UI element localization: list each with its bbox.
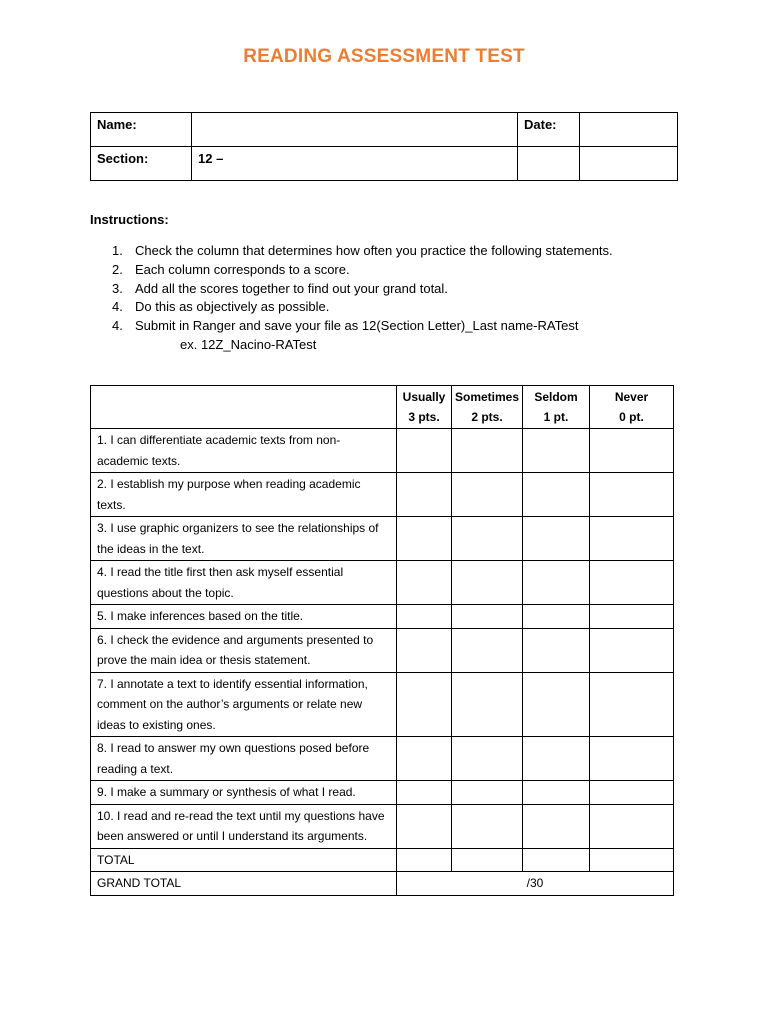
table-row: [91, 561, 674, 605]
table-row: [91, 781, 674, 805]
header-row: [91, 386, 674, 429]
table-row: [91, 605, 674, 629]
column-label: Usually: [402, 390, 446, 404]
table-row: [91, 628, 674, 672]
answer-cell[interactable]: [523, 781, 590, 805]
answer-cell[interactable]: [397, 781, 452, 805]
statement-cell: 8. I read to answer my own questions posed before reading a text.: [91, 737, 397, 781]
instruction-item: [112, 298, 613, 317]
answer-cell[interactable]: [452, 628, 523, 672]
section-label: Section:: [91, 147, 192, 181]
column-header-usually: [397, 386, 452, 429]
instruction-number: 1.: [112, 243, 123, 258]
answer-cell[interactable]: [397, 804, 452, 848]
statement-cell: 4. I read the title first then ask myself essential questions about the topic.: [91, 561, 397, 605]
answer-cell[interactable]: [397, 605, 452, 629]
answer-cell[interactable]: [590, 517, 674, 561]
instruction-number: 4.: [112, 318, 123, 334]
answer-cell[interactable]: [590, 473, 674, 517]
answer-cell[interactable]: [590, 605, 674, 629]
column-header-sometimes: [452, 386, 523, 429]
answer-cell[interactable]: [452, 517, 523, 561]
answer-cell[interactable]: [452, 737, 523, 781]
answer-cell[interactable]: [523, 517, 590, 561]
answer-cell[interactable]: [590, 804, 674, 848]
answer-cell[interactable]: [523, 628, 590, 672]
answer-cell[interactable]: [523, 473, 590, 517]
file-name-example: ex. 12Z_Nacino-RATest: [180, 336, 317, 352]
answer-cell[interactable]: [452, 605, 523, 629]
column-label: Sometimes: [454, 390, 520, 404]
answer-cell[interactable]: [523, 561, 590, 605]
grand-total-label: GRAND TOTAL: [91, 872, 397, 896]
statement-cell: 2. I establish my purpose when reading academic texts.: [91, 473, 397, 517]
instruction-number: 4.: [112, 299, 123, 315]
column-points: 1 pt.: [543, 410, 569, 424]
total-cell[interactable]: [523, 848, 590, 872]
instruction-item: [112, 280, 613, 299]
statement-cell: 6. I check the evidence and arguments presented to prove the main idea or thesis statement.: [91, 628, 397, 672]
instruction-text: Check the column that determines how often you practice the following statements.: [135, 243, 613, 258]
assessment-table: [90, 385, 674, 896]
empty-cell: [518, 147, 580, 181]
table-row: [91, 429, 674, 473]
answer-cell[interactable]: [590, 672, 674, 737]
name-field[interactable]: [192, 113, 518, 147]
total-cell[interactable]: [590, 848, 674, 872]
statement-cell: 10. I read and re-read the text until my questions have been answered or until I understand its arguments.: [91, 804, 397, 848]
table-row: [91, 737, 674, 781]
answer-cell[interactable]: [452, 429, 523, 473]
answer-cell[interactable]: [590, 429, 674, 473]
student-info-table: [90, 112, 678, 181]
column-points: 0 pt.: [619, 410, 644, 424]
statement-header: [91, 386, 397, 429]
instructions-list: [112, 242, 613, 355]
instruction-text: Each column corresponds to a score.: [135, 261, 350, 277]
table-row: [91, 517, 674, 561]
grand-total-field[interactable]: /30: [397, 872, 674, 896]
statement-cell: 1. I can differentiate academic texts from non-academic texts.: [91, 429, 397, 473]
answer-cell[interactable]: [397, 672, 452, 737]
date-label: Date:: [518, 113, 580, 147]
answer-cell[interactable]: [397, 429, 452, 473]
answer-cell[interactable]: [397, 517, 452, 561]
instruction-number: 3.: [112, 280, 123, 296]
instruction-item: [112, 261, 613, 280]
answer-cell[interactable]: [523, 429, 590, 473]
date-field[interactable]: [580, 113, 678, 147]
answer-cell[interactable]: [452, 473, 523, 517]
table-row: [91, 672, 674, 737]
instruction-text: Do this as objectively as possible.: [135, 299, 330, 315]
answer-cell[interactable]: [590, 561, 674, 605]
answer-cell[interactable]: [452, 561, 523, 605]
answer-cell[interactable]: [590, 628, 674, 672]
statement-cell: 3. I use graphic organizers to see the relationships of the ideas in the text.: [91, 517, 397, 561]
column-header-never: [590, 386, 674, 429]
instruction-item: [112, 242, 613, 261]
answer-cell[interactable]: [590, 781, 674, 805]
table-row: [91, 804, 674, 848]
column-label: Seldom: [534, 390, 578, 404]
page-title: READING ASSESSMENT TEST: [243, 46, 525, 67]
total-label: TOTAL: [91, 848, 397, 872]
answer-cell[interactable]: [523, 672, 590, 737]
instruction-item: [112, 317, 613, 336]
answer-cell[interactable]: [397, 737, 452, 781]
grand-total-row: [91, 872, 674, 896]
answer-cell[interactable]: [523, 737, 590, 781]
answer-cell[interactable]: [590, 737, 674, 781]
instruction-text: Submit in Ranger and save your file as 12(Section Letter)_Last name-RATest: [135, 318, 579, 334]
section-field[interactable]: 12 –: [192, 147, 518, 181]
answer-cell[interactable]: [397, 561, 452, 605]
statement-cell: 9. I make a summary or synthesis of what I read.: [91, 781, 397, 805]
table-row: [91, 473, 674, 517]
answer-cell[interactable]: [452, 672, 523, 737]
empty-cell: [580, 147, 678, 181]
answer-cell[interactable]: [452, 781, 523, 805]
total-cell[interactable]: [397, 848, 452, 872]
column-header-seldom: [523, 386, 590, 429]
name-label: Name:: [91, 113, 192, 147]
answer-cell[interactable]: [523, 605, 590, 629]
statement-cell: 5. I make inferences based on the title.: [91, 605, 397, 629]
column-label: Never: [614, 390, 649, 404]
column-points: 2 pts.: [471, 410, 503, 424]
total-row: [91, 848, 674, 872]
column-points: 3 pts.: [408, 410, 440, 424]
statement-cell: 7. I annotate a text to identify essential information, comment on the author’s arguments or relate new ideas to existing ones.: [91, 672, 397, 737]
answer-cell[interactable]: [397, 628, 452, 672]
total-cell[interactable]: [452, 848, 523, 872]
answer-cell[interactable]: [523, 804, 590, 848]
answer-cell[interactable]: [397, 473, 452, 517]
answer-cell[interactable]: [452, 804, 523, 848]
instruction-text: Add all the scores together to find out your grand total.: [135, 280, 448, 296]
instruction-number: 2.: [112, 261, 123, 277]
instructions-heading: Instructions:: [90, 212, 169, 227]
